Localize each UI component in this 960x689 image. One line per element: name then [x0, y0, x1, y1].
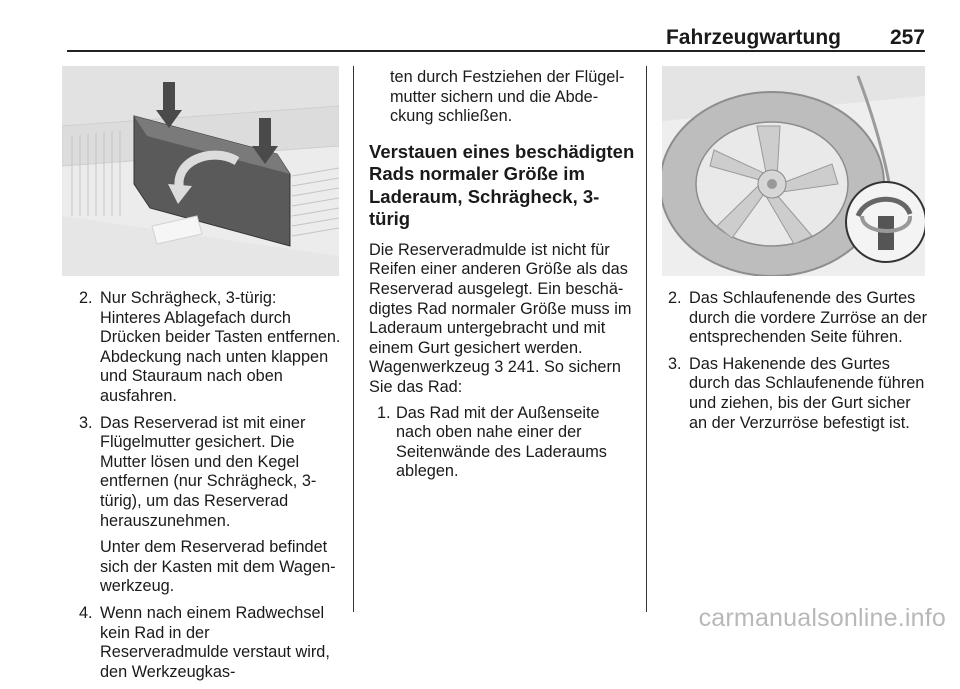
list-text: Wenn nach einem Radwechsel kein Rad in der Reserveradmulde verstaut wird, den Werkzeugkas-	[100, 603, 330, 681]
column-divider	[646, 66, 647, 612]
list-item	[79, 414, 341, 532]
section-title: Fahrzeugwartung	[665, 26, 841, 49]
list-text: Nur Schrägheck, 3-türig: Hinteres Ablagefach durch Drücken beider Tasten entfernen. Abdeckung nach unten klappen und Stauraum nach oben ausfahren.	[100, 289, 341, 405]
list-item	[668, 289, 930, 348]
column-3	[668, 289, 930, 440]
list-text: Das Rad mit der Außenseite nach oben nahe einer der Seitenwände des Laderaums ablegen.	[396, 403, 607, 481]
list-text: Das Hakenende des Gurtes durch das Schlaufenende führen und ziehen, bis der Gurt sicher an der Verzurröse befestigt ist.	[689, 354, 925, 432]
body-text: Die Reserveradmulde ist nicht für Reifen einer anderen Größe als das Reserverad ausgelegt. Ein beschädigtes Rad normaler Größe muss im Laderaum untergebracht und mit einem Gurt gesichert werden. Wagenwerkzeug	[369, 240, 632, 377]
section-heading: Verstauen eines beschädigten Rads normaler Größe im Laderaum, Schrägheck, 3-türig	[369, 140, 635, 230]
page-reference-text: 241. So sichern Sie das Rad:	[369, 358, 621, 396]
list-number: 3.	[79, 413, 93, 432]
list-item	[369, 404, 636, 482]
column-1	[79, 289, 341, 689]
list-item	[668, 355, 930, 433]
list-text: Das Reserverad ist mit einer Flügelmutter gesichert. Die Mutter lösen und den Kegel entfernen (nur Schrägheck, 3-türig), um das Reserverad herauszunehmen.	[100, 413, 317, 530]
list-number: 1.	[377, 403, 391, 422]
body-paragraph	[369, 241, 636, 398]
page-header	[67, 18, 925, 52]
list-item	[79, 289, 341, 407]
list-number: 3.	[668, 354, 682, 373]
list-number: 2.	[79, 289, 93, 307]
column-divider	[353, 66, 354, 612]
page-reference-icon: 3	[494, 358, 504, 377]
column-2	[369, 68, 636, 482]
header-rule	[67, 50, 925, 52]
note-paragraph: Unter dem Reserverad befindet sich der Kasten mit dem Wagenwerkzeug.	[100, 538, 336, 596]
list-number: 4.	[79, 603, 93, 622]
continuation-text: ten durch Festziehen der Flügelmutter sichern und die Abdeckung schließen.	[390, 68, 625, 126]
list-item	[79, 604, 341, 682]
spare-wheel-illustration	[662, 66, 925, 276]
storage-compartment-illustration	[62, 66, 339, 276]
page-number: 257	[889, 26, 925, 49]
list-text: Das Schlaufenende des Gurtes durch die vordere Zurröse an der entsprechenden Seite führen.	[689, 289, 928, 347]
list-number: 2.	[668, 289, 682, 307]
watermark: carmanualsonline.info	[698, 604, 946, 632]
